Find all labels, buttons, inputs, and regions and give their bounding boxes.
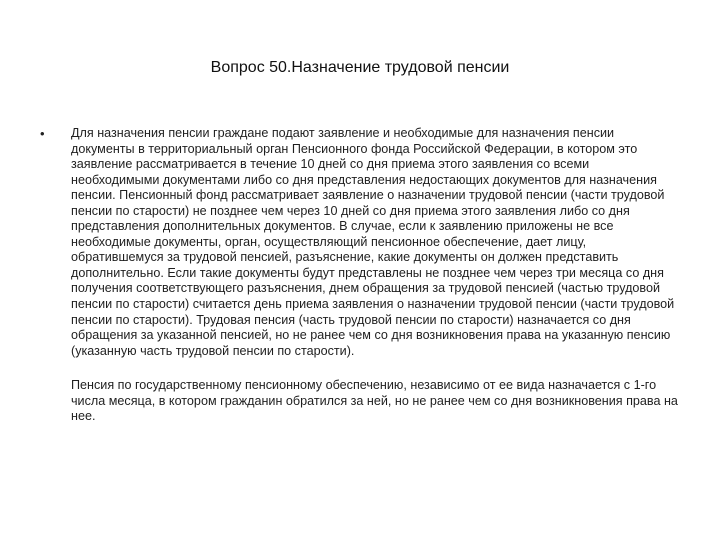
slide-content bbox=[40, 126, 680, 425]
paragraph-state-pension: Пенсия по государственному пенсионному обеспечению, независимо от ее вида назначается с 1-го числа месяца, в котором гражданин обратился за ней, но не ранее чем со дня возникновения права на нее. bbox=[71, 378, 678, 424]
paragraph-pension-application: Для назначения пенсии граждане подают заявление и необходимые для назначения пенсии документы в территориальный орган Пенсионного фонда Российской Федерации, в котором это заявление рассматривается в течение 10 дней со дня приема этого заявления со всеми необходимыми документами либо со дня представления недостающих документов для назначения пенсии. Пенсионный фонд рассматривает заявление о назначении трудовой пенсии (части трудовой пенсии по старости) не позднее чем через 10 дней со дня приема этого заявления либо со дня представления дополнительных документов. В случае, если к заявлению приложены не все необходимые документы, орган, осуществляющий пенсионное обеспечение, дает лицу, обратившемуся за трудовой пенсией, разъяснение, какие документы он должен представить дополнительно. Если такие документы будут представлены не позднее чем через три месяца со дня получения соответствующего разъяснения, днем обращения за трудовой пенсией (частью трудовой пенсии по старости) считается день приема заявления о назначении трудовой пенсии (части трудовой пенсии по старости). Трудовая пенсия (часть трудовой пенсии по старости) назначается со дня обращения за указанной пенсией, но не ранее чем со дня возникновения права на указанную пенсию (указанную часть трудовой пенсии по старости). bbox=[71, 126, 675, 358]
slide-title: Вопрос 50.Назначение трудовой пенсии bbox=[210, 59, 510, 76]
bullet-dot-icon: • bbox=[40, 126, 45, 141]
bullet-item bbox=[40, 126, 680, 425]
